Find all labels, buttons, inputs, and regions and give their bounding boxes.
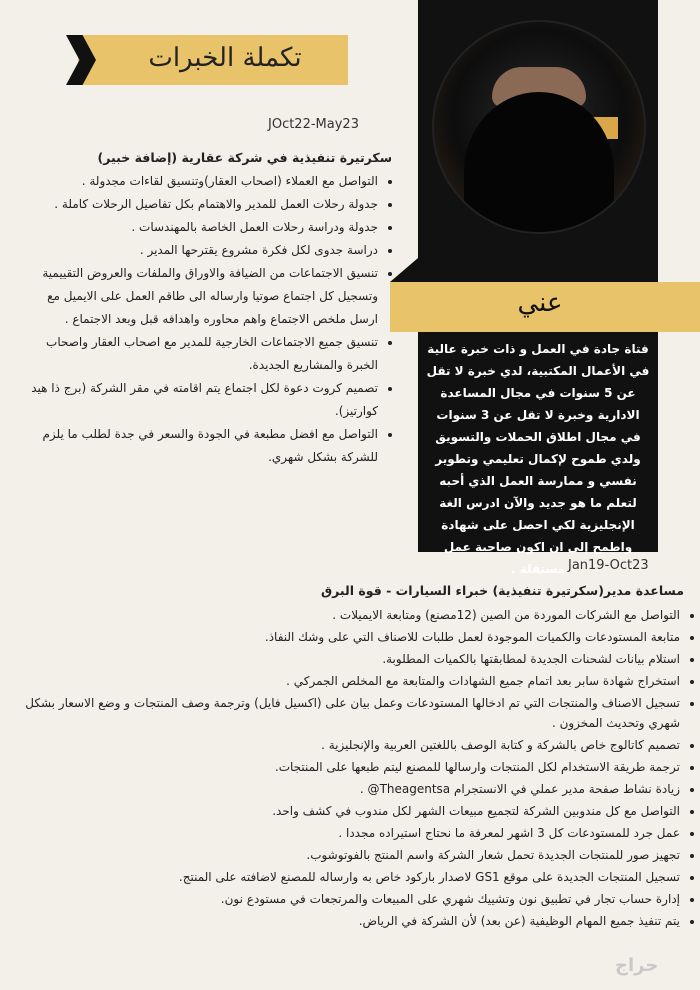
duty-item: • إدارة حساب تجار في تطبيق نون وتشييك شهري على المبيعات والمرتجعات في مستودع نون. <box>20 890 680 910</box>
duty-item: • جدولة رحلات العمل للمدير والاهتمام بكل تفاصيل الرحلات كاملة . <box>20 193 378 216</box>
profile-name: عني <box>517 288 563 318</box>
duty-item: • عمل جرد للمستودعات كل 3 اشهر لمعرفة ما نحتاج استيراده مجددا . <box>20 824 680 844</box>
duty-item: • استلام بيانات لشحنات الجديدة لمطابقتها بالكميات المطلوبة. <box>20 650 680 670</box>
duty-item: • تنسيق الاجتماعات من الضيافة والاوراق والملفات والعروض التقييمية وتسجيل كل اجتماع صوتيا وارساله الى طاقم العمل على الايميل مع ارسل ملخص الاجتماع واهم محاوره واهدافه قبل وبعد الاجتماع . <box>20 262 378 331</box>
duty-item: • ترجمة طريقة الاستخدام لكل المنتجات وارسالها للمصنع ليتم طبعها على المنتجات. <box>20 758 680 778</box>
duty-item: • متابعة المستودعات والكميات الموجودة لعمل طلبات للاصناف التي على وشك النفاذ. <box>20 628 680 648</box>
section-title: تكملة الخبرات <box>148 43 302 73</box>
duty-item: • تسجيل المنتجات الجديدة على موقع GS1 لاصدار باركود خاص به وارساله للمصنع لاضافته على المنتج. <box>20 868 680 888</box>
duty-item: • يتم تنفيذ جميع المهام الوظيفية (عن بعد) لأن الشركة في الرياض. <box>20 912 680 932</box>
job-title: مساعدة مدير(سكرتيرة تنفيذية) خبراء السيارات - قوة البرق <box>320 583 684 598</box>
watermark-logo: حراج <box>615 955 659 976</box>
duty-item: • التواصل مع الشركات الموردة من الصين (12مصنع) ومتابعة الايميلات . <box>20 606 680 626</box>
duty-item: • التواصل مع العملاء (اصحاب العقار)وتنسيق لقاءات مجدولة . <box>20 170 378 193</box>
duty-item: • التواصل مع كل مندوبين الشركة لتجميع مبيعات الشهر لكل مندوب في كشف واحد. <box>20 802 680 822</box>
duty-item: • دراسة جدوى لكل فكرة مشروع يقترحها المدير . <box>20 239 378 262</box>
duty-list <box>20 170 394 469</box>
duty-item: • زيادة نشاط صفحة مدير عملي في الانستجرام Theagentsa@ . <box>20 780 680 800</box>
profile-photo <box>432 20 646 234</box>
duty-item: • تجهيز صور للمنتجات الجديدة تحمل شعار الشركة واسم المنتج بالفوتوشوب. <box>20 846 680 866</box>
duty-list <box>20 606 696 934</box>
duty-item: • جدولة ودراسة رحلات العمل الخاصة بالمهندسات . <box>20 216 378 239</box>
job-date: Jan19-Oct23 <box>568 558 649 573</box>
profile-bio: فتاة جادة في العمل و ذات خبرة عالية في الأعمال المكتبية، لدي خبرة لا تقل عن 5 سنوات في مجال المساعدة الادارية وخبرة لا تقل عن 3 سنوات في مجال اطلاق الحملات والتسويق ولدي طموح لإكمال تعليمي وتطوير نفسي و ممارسة العمل الذي أحبه لتعلم ما هو جديد والآن ادرس الغة الإنجليزية لكي احصل على شهادة واطمح إلى ان اكون صاحبة عمل مستقلة . <box>426 342 650 576</box>
duty-item: • تنسيق جميع الاجتماعات الخارجية للمدير مع اصحاب العقار واصحاب الخبرة والمشاريع الجديدة. <box>20 331 378 377</box>
job-title: سكرتيرة تنفيذية في شركة عقارية (إضافة خبير) <box>97 150 392 165</box>
job-date: JOct22-May23 <box>268 117 359 132</box>
name-bar-notch <box>390 258 418 282</box>
duty-item: • تسجيل الاصناف والمنتجات التي تم ادخالها المستودعات وعمل بيان على (اكسيل فايل) وترجمة وصف المنتجات و وضع الاسعار بشكل شهري وتحديث المخزون . <box>20 694 680 733</box>
duty-item: • التواصل مع افضل مطبعة في الجودة والسعر في جدة لطلب ما يلزم للشركة بشكل شهري. <box>20 423 378 469</box>
duty-item: • تصميم كروت دعوة لكل اجتماع يتم اقامته في مقر الشركة (برج ذا هيد كوارتيز). <box>20 377 378 423</box>
duty-item: • تصميم كاتالوج خاص بالشركة و كتابة الوصف باللغتين العربية والإنجليزية . <box>20 736 680 756</box>
duty-item: • استخراج شهادة سابر بعد اتمام جميع الشهادات والمتابعة مع المخلص الجمركي . <box>20 672 680 692</box>
